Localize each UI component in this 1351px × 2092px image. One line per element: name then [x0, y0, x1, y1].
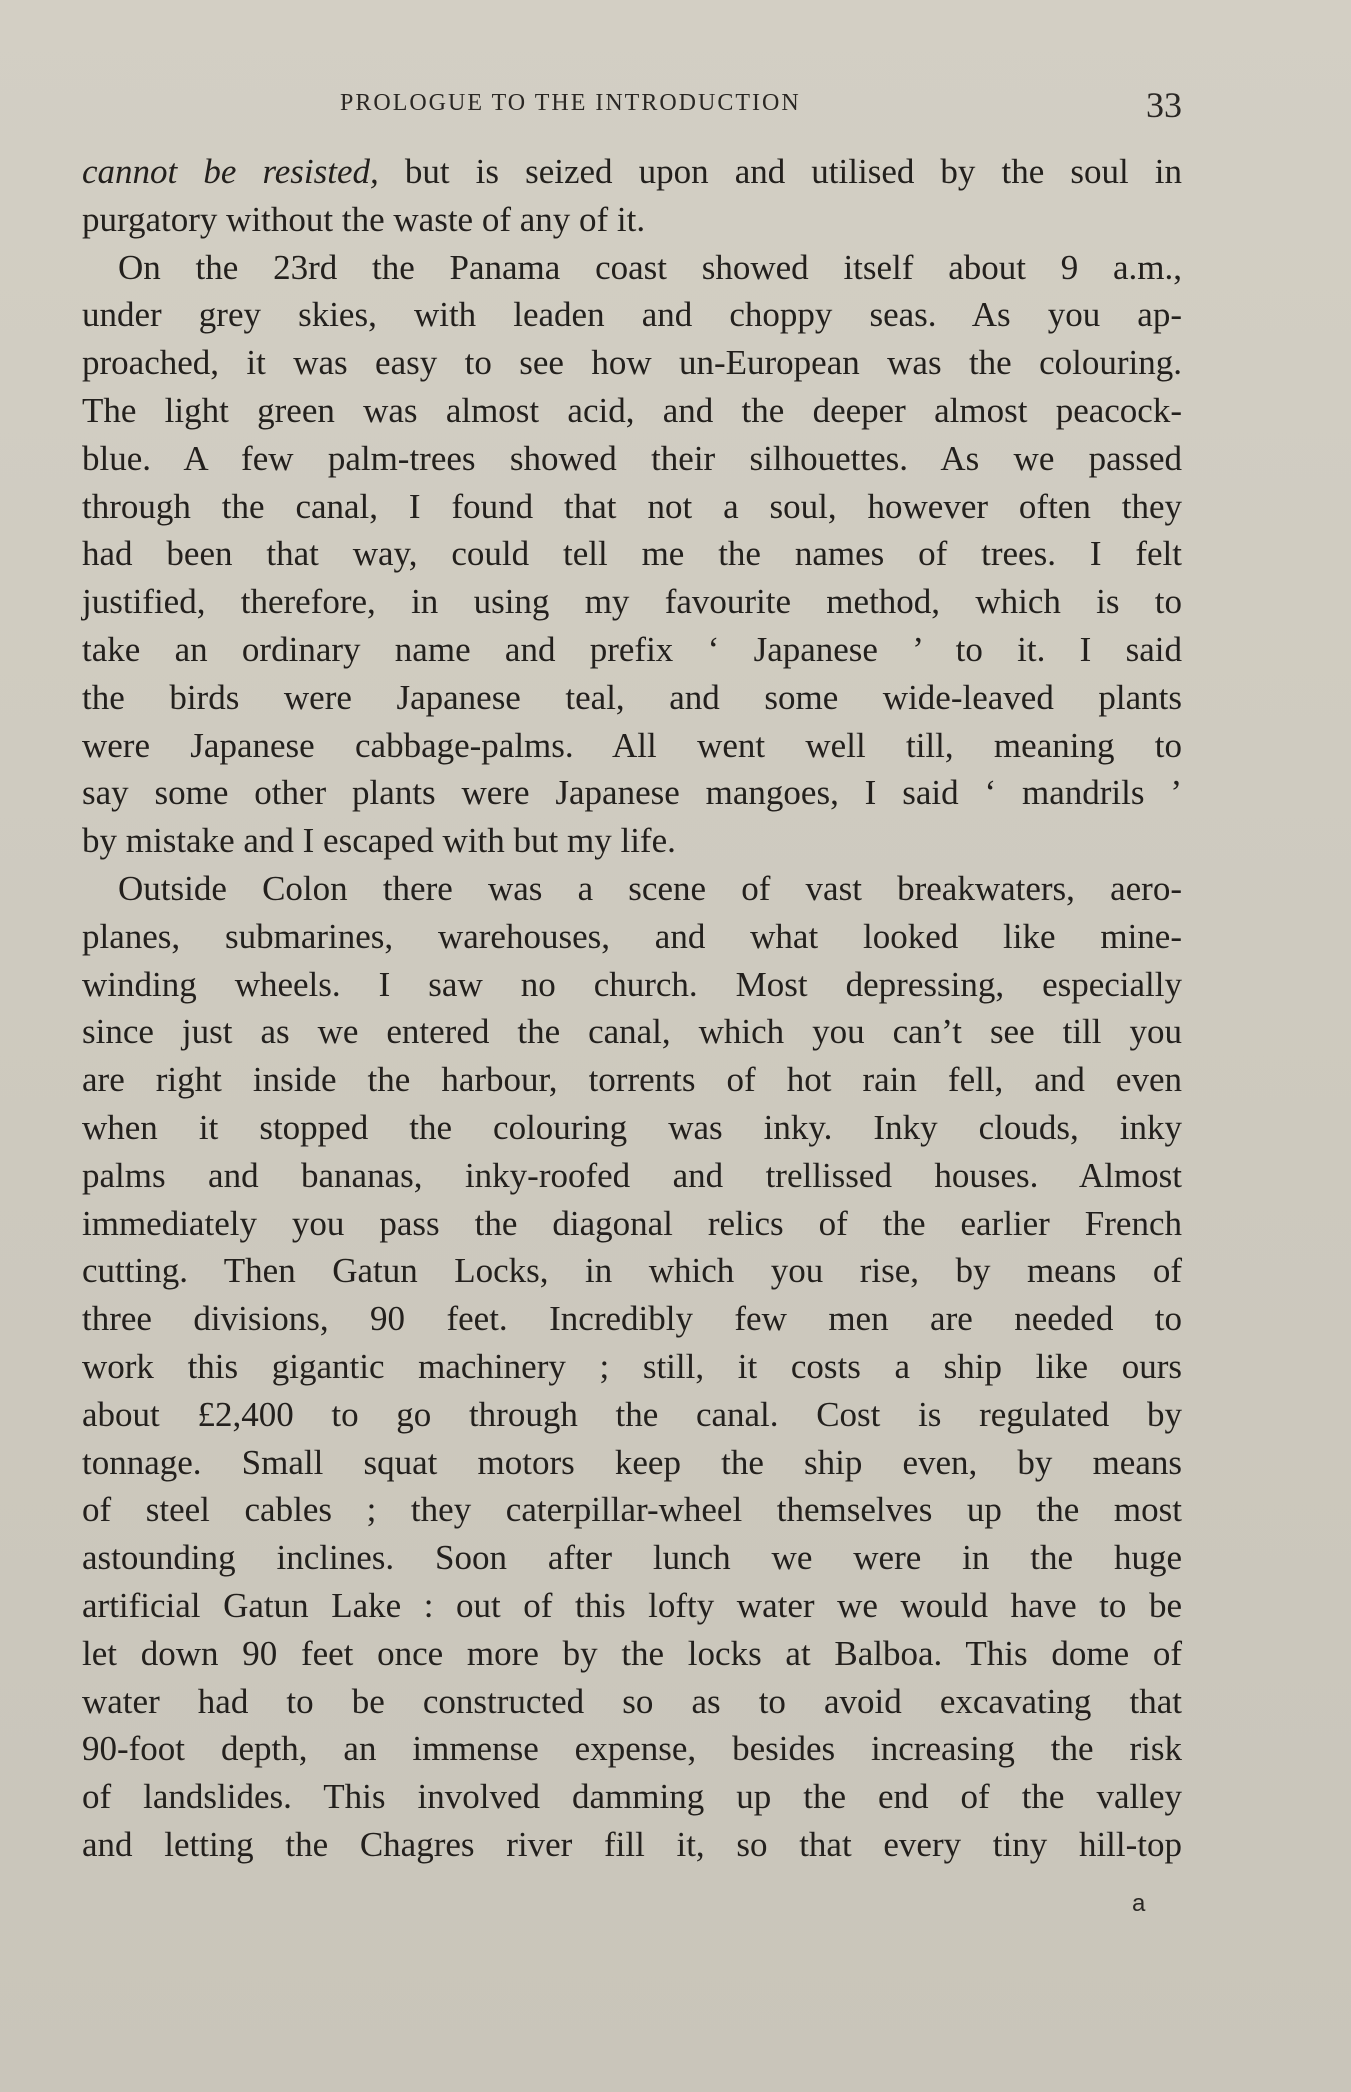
text-line: of steel cables ; they caterpillar-wheel themselves up the most	[82, 1490, 1182, 1530]
text-line: since just as we entered the canal, which you can’t see till you	[82, 1012, 1182, 1052]
text-line: 90-foot depth, an immense expense, besides increasing the risk	[82, 1729, 1182, 1769]
body-text	[82, 148, 1182, 1869]
text-line: under grey skies, with leaden and choppy seas. As you ap-	[82, 295, 1182, 335]
text-line: astounding inclines. Soon after lunch we were in the huge	[82, 1538, 1182, 1578]
text-line	[82, 148, 1182, 196]
text-line: planes, submarines, warehouses, and what looked like mine-	[82, 916, 1182, 956]
running-title: PROLOGUE TO THE INTRODUCTION	[340, 90, 801, 116]
text-line: water had to be constructed so as to avoid excavating that	[82, 1681, 1182, 1721]
text-line: let down 90 feet once more by the locks at Balboa. This dome of	[82, 1633, 1182, 1673]
signature-mark: a	[1132, 1890, 1146, 1917]
text-line: palms and bananas, inky-roofed and trellissed houses. Almost	[82, 1155, 1182, 1195]
text-line: the birds were Japanese teal, and some wide-leaved plants	[82, 677, 1182, 717]
text-line: winding wheels. I saw no church. Most depressing, especially	[82, 964, 1182, 1004]
text-line: Outside Colon there was a scene of vast breakwaters, aero-	[118, 868, 1182, 908]
text-line: work this gigantic machinery ; still, it costs a ship like ours	[82, 1346, 1182, 1386]
text-line: were Japanese cabbage-palms. All went well till, meaning to	[82, 725, 1182, 765]
text-line: immediately you pass the diagonal relics of the earlier French	[82, 1203, 1182, 1243]
italic-phrase: cannot be resisted,	[82, 152, 379, 191]
text-line: say some other plants were Japanese mangoes, I said ‘ mandrils ’	[82, 773, 1182, 813]
text-line-rest: but is seized upon and utilised by the soul in	[378, 152, 1182, 191]
text-line: cutting. Then Gatun Locks, in which you rise, by means of	[82, 1251, 1182, 1291]
text-line: of landslides. This involved damming up the end of the valley	[82, 1777, 1182, 1817]
text-line: had been that way, could tell me the names of trees. I felt	[82, 534, 1182, 574]
text-line: tonnage. Small squat motors keep the ship even, by means	[82, 1442, 1182, 1482]
text-line: when it stopped the colouring was inky. Inky clouds, inky	[82, 1107, 1182, 1147]
text-line: artificial Gatun Lake : out of this lofty water we would have to be	[82, 1585, 1182, 1625]
text-line: take an ordinary name and prefix ‘ Japanese ’ to it. I said	[82, 629, 1182, 669]
text-line: are right inside the harbour, torrents of hot rain fell, and even	[82, 1060, 1182, 1100]
text-line: blue. A few palm-trees showed their silhouettes. As we passed	[82, 438, 1182, 478]
page-number: 33	[1146, 85, 1182, 125]
text-line: about £2,400 to go through the canal. Cost is regulated by	[82, 1394, 1182, 1434]
text-line: by mistake and I escaped with but my life.	[82, 821, 676, 861]
text-line: The light green was almost acid, and the deeper almost peacock-	[82, 390, 1182, 430]
text-line: justified, therefore, in using my favourite method, which is to	[82, 582, 1182, 622]
text-line: and letting the Chagres river fill it, so that every tiny hill-top	[82, 1824, 1182, 1864]
text-line: through the canal, I found that not a soul, however often they	[82, 486, 1182, 526]
text-line: purgatory without the waste of any of it.	[82, 199, 646, 239]
text-line: three divisions, 90 feet. Incredibly few men are needed to	[82, 1299, 1182, 1339]
text-line: proached, it was easy to see how un-European was the colouring.	[82, 343, 1182, 383]
text-line: On the 23rd the Panama coast showed itself about 9 a.m.,	[118, 247, 1182, 287]
page-header	[82, 86, 1182, 130]
